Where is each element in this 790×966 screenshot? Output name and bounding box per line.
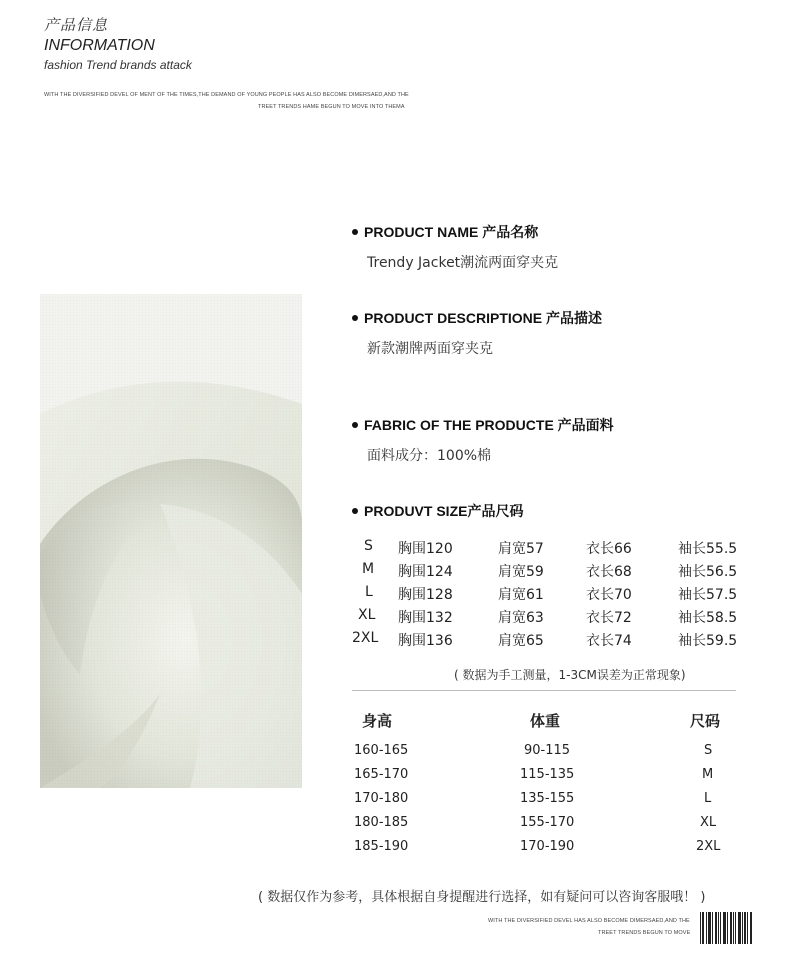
size-cell: XL: [700, 815, 717, 830]
height-cell: 165-170: [354, 767, 409, 782]
height-cell: 170-180: [354, 791, 409, 806]
fabric-heading: [352, 415, 614, 435]
table-row: [0, 839, 790, 859]
length-value: 衣长72: [586, 610, 632, 626]
size-cell: L: [704, 791, 712, 806]
sleeve-value: 袖长57.5: [678, 587, 738, 603]
fabric-photo-image: [40, 294, 302, 788]
table-row: [0, 791, 790, 811]
weight-cell: 90-115: [524, 743, 571, 758]
size-cell: 2XL: [696, 839, 721, 854]
footer-fine-text-1: WITH THE DIVERSIFIED DEVEL HAS ALSO BECOME DIMERSAED,AND THE: [488, 918, 690, 924]
header-fine-text-1: WITH THE DIVERSIFIED DEVEL OF MENT OF THE TIMES,THE DEMAND OF YOUNG PEOPLE HAS ALSO BECOME DIMERSAED,AND THE: [44, 92, 409, 98]
height-cell: 160-165: [354, 743, 409, 758]
table-header-size: 尺码: [690, 712, 721, 730]
product-name-heading: [352, 222, 558, 242]
bullet-icon: [352, 315, 358, 321]
fabric-heading-text: FABRIC OF THE PRODUCTE 产品面料: [364, 417, 614, 433]
fabric-value: 面料成分：100%棉: [367, 448, 492, 464]
length-value: 衣长74: [586, 633, 632, 649]
bullet-icon: [352, 422, 358, 428]
chest-value: 胸围132: [398, 610, 453, 626]
product-description-heading-text: PRODUCT DESCRIPTIONE 产品描述: [364, 310, 603, 326]
footer-fine-text-2: TREET TRENDS BEGUN TO MOVE: [598, 930, 691, 936]
weight-cell: 170-190: [520, 839, 575, 854]
header-en-subtitle: fashion Trend brands attack: [44, 58, 192, 72]
product-name-value: Trendy Jacket潮流两面穿夹克: [367, 255, 559, 271]
sleeve-value: 袖长58.5: [678, 610, 738, 626]
table-header-height: 身高: [362, 712, 393, 730]
header-cn-title: 产品信息: [44, 16, 109, 34]
sleeve-value: 袖长59.5: [678, 633, 738, 649]
shoulder-value: 肩宽61: [498, 587, 544, 603]
size-label: 2XL: [352, 630, 379, 646]
weight-cell: 155-170: [520, 815, 575, 830]
length-value: 衣长70: [586, 587, 632, 603]
product-description-section: [352, 308, 602, 358]
chest-value: 胸围120: [398, 541, 453, 557]
shoulder-value: 肩宽57: [498, 541, 544, 557]
length-value: 衣长66: [586, 541, 632, 557]
sleeve-value: 袖长55.5: [678, 541, 738, 557]
size-heading: [352, 501, 523, 521]
weight-cell: 115-135: [520, 767, 575, 782]
sleeve-value: 袖长56.5: [678, 564, 738, 580]
weight-cell: 135-155: [520, 791, 575, 806]
product-description-value: 新款潮牌两面穿夹克: [367, 341, 493, 357]
bullet-icon: [352, 508, 358, 514]
shoulder-value: 肩宽63: [498, 610, 544, 626]
bullet-icon: [352, 229, 358, 235]
size-heading-text: PRODUVT SIZE产品尺码: [364, 503, 524, 519]
size-cell: S: [704, 743, 713, 758]
size-cell: M: [702, 767, 714, 782]
length-value: 衣长68: [586, 564, 632, 580]
measurement-note: ( 数据为手工测量，1-3CM误差为正常现象): [454, 668, 686, 682]
size-label: L: [365, 584, 373, 600]
table-row: [0, 815, 790, 835]
product-description-heading: [352, 308, 602, 328]
size-label: S: [364, 538, 373, 554]
header-fine-text-2: TREET TRENDS HAME BEGUN TO MOVE INTO THEMA: [258, 104, 405, 110]
product-name-heading-text: PRODUCT NAME 产品名称: [364, 224, 539, 240]
chest-value: 胸围128: [398, 587, 453, 603]
height-cell: 180-185: [354, 815, 409, 830]
divider: [352, 690, 736, 691]
table-header-weight: 体重: [530, 712, 561, 730]
fabric-section: [352, 415, 614, 465]
fabric-photo: [40, 294, 302, 788]
reference-note: ( 数据仅作为参考，具体根据自身提醒进行选择，如有疑问可以咨询客服哦！ ): [258, 890, 706, 905]
header-en-title: INFORMATION: [44, 37, 155, 54]
height-cell: 185-190: [354, 839, 409, 854]
size-label: XL: [358, 607, 376, 623]
size-label: M: [362, 561, 375, 577]
table-row: [0, 743, 790, 763]
size-section: [352, 501, 523, 521]
shoulder-value: 肩宽59: [498, 564, 544, 580]
table-row: [0, 767, 790, 787]
product-name-section: [352, 222, 558, 272]
chest-value: 胸围124: [398, 564, 453, 580]
shoulder-value: 肩宽65: [498, 633, 544, 649]
barcode-icon: [700, 912, 752, 944]
chest-value: 胸围136: [398, 633, 453, 649]
